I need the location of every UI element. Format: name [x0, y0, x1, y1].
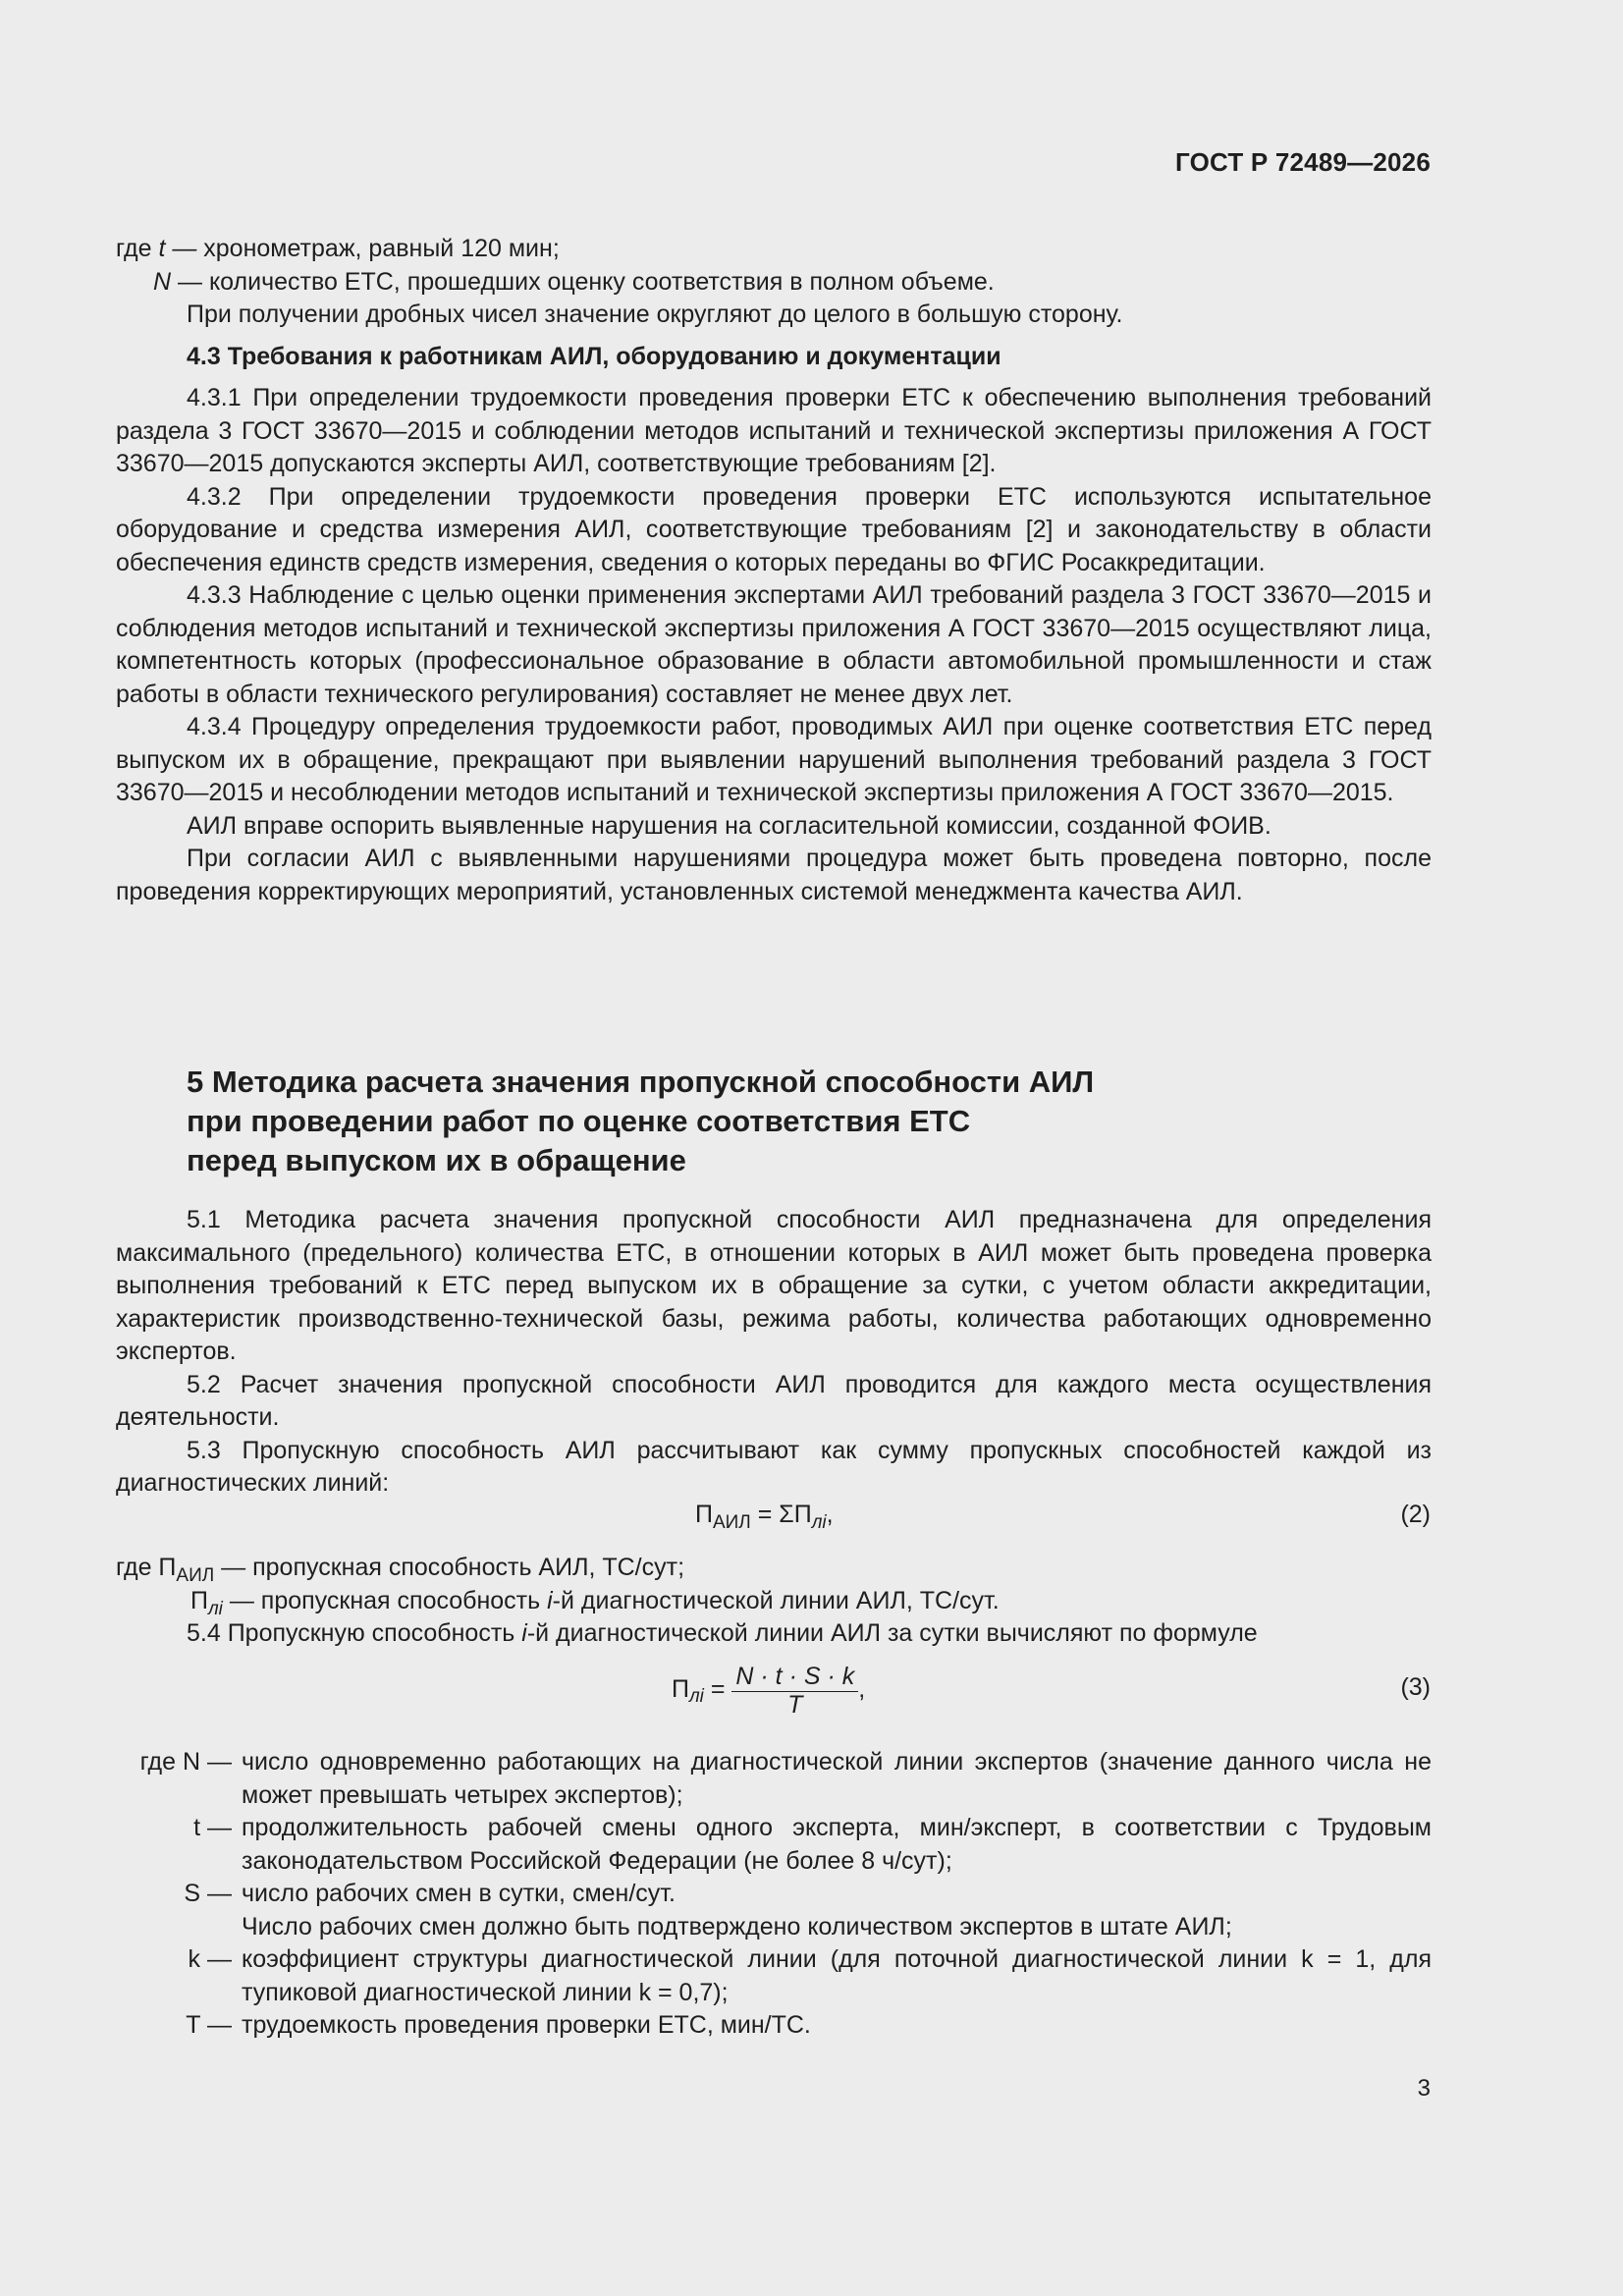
formula-2: $П_{АИЛ} = \Sigma П_{лi}$, — [695, 1501, 834, 1533]
rounding-note: При получении дробных чисел значение округляют до целого в большую сторону. — [187, 301, 1123, 328]
para-repeat: При согласии АИЛ с выявленными нарушениями процедура может быть проведена повторно, после проведения корректирующих мероприятий, установленных системой менеджмента качества АИЛ. — [116, 845, 1432, 905]
para-5-3: 5.3 Пропускную способность АИЛ рассчитывают как сумму пропускных способностей каждой из диагностических линий: — [116, 1436, 1432, 1497]
para-4-3-1: 4.3.1 При определении трудоемкости проведения проверки ЕТС к обеспечению выполнения требований раздела 3 ГОСТ 33670—2015 и соблюдении методов испытаний и технической экспертизы приложения А ГОСТ 33670—2015 допускаются эксперты АИЛ, соответствующие требованиям [2]. — [116, 384, 1432, 477]
subsection-4-3-title: 4.3 Требования к работникам АИЛ, оборудованию и документации — [187, 342, 1001, 370]
where-p-li: $П_{лi}$ — пропускная способность i-й диагностической линии АИЛ, ТС/сут. — [190, 1586, 1000, 1619]
where-n-line: N — количество ЕТС, прошедших оценку соответствия в полном объеме. — [153, 267, 995, 296]
para-5-2: 5.2 Расчет значения пропускной способности АИЛ проводится для каждого места осуществления деятельности. — [116, 1370, 1432, 1431]
where-eq2 — [116, 1552, 1432, 1651]
where-p-ail: где $П_{АИЛ}$ — пропускная способность АИЛ, ТС/сут; — [116, 1554, 685, 1586]
para-5-4: 5.4 Пропускную способность i-й диагностической линии АИЛ за сутки вычисляют по формуле — [187, 1619, 1258, 1647]
equation-number-2: (2) — [1400, 1501, 1431, 1528]
definition-item: S — число рабочих смен в сутки, смен/сут. — [184, 1880, 676, 1907]
para-dispute: АИЛ вправе оспорить выявленные нарушения на согласительной комиссии, созданной ФОИВ. — [187, 811, 1271, 840]
where-t-line: где t — хронометраж, равный 120 мин; — [116, 235, 560, 262]
definitions-list — [116, 1746, 1432, 2043]
section-5-title: 5 Методика расчета значения пропускной способности АИЛ при проведении работ по оценке соответствия ЕТС перед выпуском их в обращение — [187, 1065, 1095, 1177]
definition-item: t — продолжительность рабочей смены одного эксперта, мин/эксперт, в соответствии с Трудовым законодательством Российской Федерации (не более 8 ч/сут); — [193, 1814, 1432, 1875]
para-4-3-3: 4.3.3 Наблюдение с целью оценки применения экспертами АИЛ требований раздела 3 ГОСТ 33670—2015 и соблюдения методов испытаний и технической экспертизы приложения А ГОСТ 33670—2015 осуществляют лица, компетентность которых (профессиональное образование в области автомобильной промышленности и стаж работы в области технического регулирования) составляет не менее двух лет. — [116, 581, 1432, 708]
definition-item: T — трудоемкость проведения проверки ЕТС, мин/ТС. — [186, 2011, 811, 2039]
formula-3: $П_{лi}$ = $\frac{N \cdot t \cdot S \cdot k}{T}$ , — [672, 1663, 866, 1719]
fraction: $\frac{N \cdot t \cdot S \cdot k}{T}$ — [731, 1662, 858, 1718]
para-4-3-4: 4.3.4 Процедуру определения трудоемкости работ, проводимых АИЛ при оценке соответствия ЕТС перед выпуском их в обращение, прекращают при выявлении нарушений выполнения требований раздела 3 ГОСТ 33670—2015 и несоблюдении методов испытаний и технической экспертизы приложения А ГОСТ 33670—2015. — [116, 713, 1432, 806]
para-4-3-2: 4.3.2 При определении трудоемкости проведения проверки ЕТС используются испытательное оборудование и средства измерения АИЛ, соответствующие требованиям [2] и законодательству в области обеспечения единств средств измерения, сведения о которых переданы во ФГИС Росаккредитации. — [116, 482, 1432, 576]
standard-code: ГОСТ Р 72489—2026 — [1175, 147, 1431, 177]
top-block — [116, 233, 1432, 908]
definition-item: k — коэффициент структуры диагностической линии (для поточной диагностической линии k = 1, для тупиковой диагностической линии k = 0,7); — [188, 1945, 1432, 2006]
definition-item: где N — число одновременно работающих на диагностической линии экспертов (значение данного числа не может превышать четырех экспертов); — [139, 1748, 1432, 1809]
section-5-body — [116, 1204, 1432, 1501]
definition-item: Число рабочих смен должно быть подтверждено количеством экспертов в штате АИЛ; — [242, 1912, 1232, 1941]
para-5-1: 5.1 Методика расчета значения пропускной способности АИЛ предназначена для определения максимального (предельного) количества ЕТС, в отношении которых в АИЛ может быть проведена проверка выполнения требований к ЕТС перед выпуском их в обращение за сутки, с учетом области аккредитации, характеристик производственно-технической базы, режима работы, количества работающих одновременно экспертов. — [116, 1206, 1432, 1365]
equation-number-3: (3) — [1400, 1673, 1431, 1701]
page-number: 3 — [1417, 2075, 1431, 2102]
